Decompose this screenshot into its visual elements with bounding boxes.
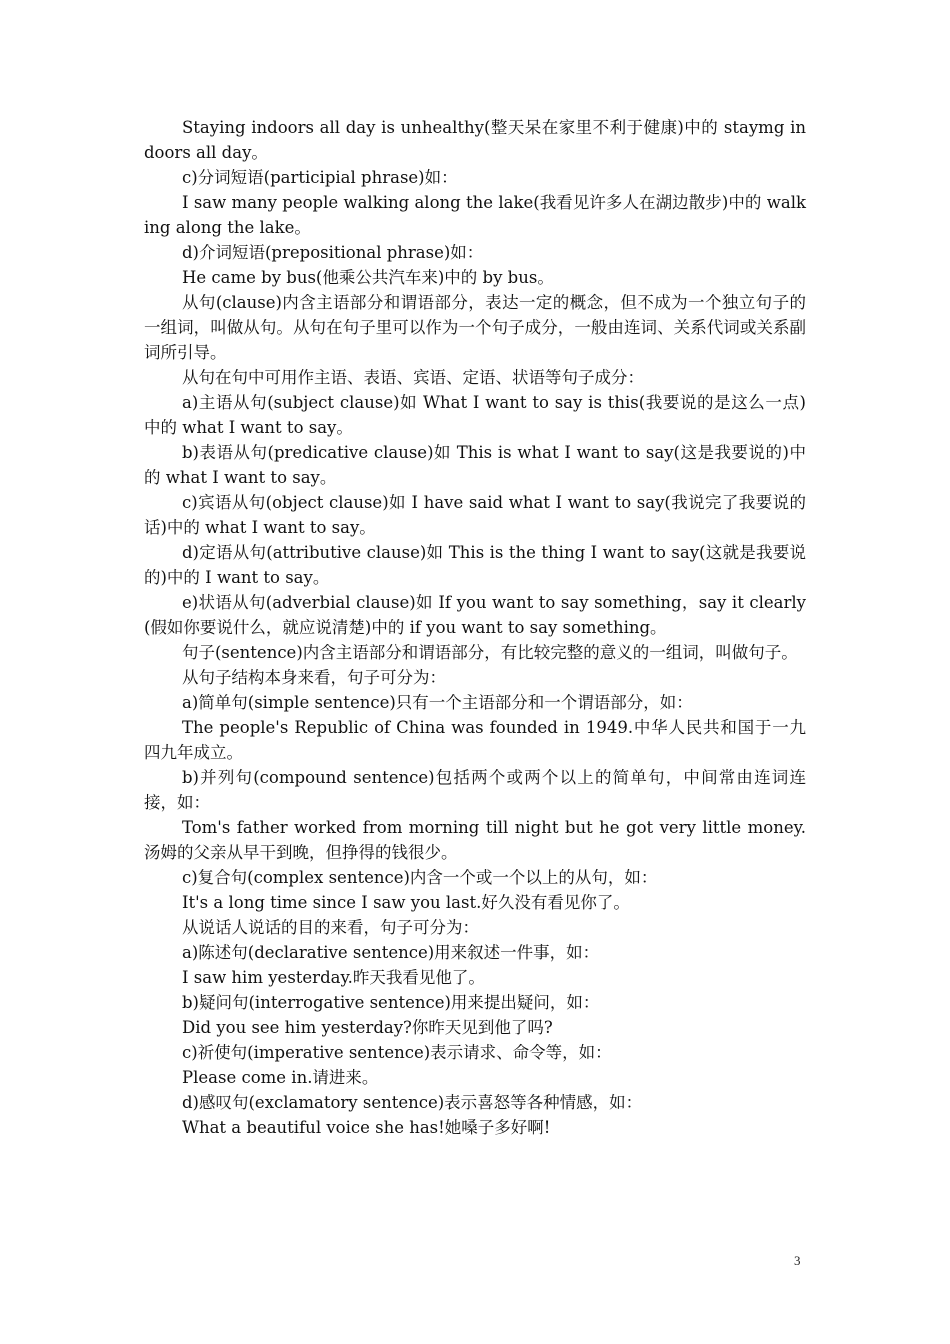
paragraph: It's a long time since I saw you last.好久没有看见你了。 — [182, 893, 630, 912]
paragraph: c)分词短语(participial phrase)如： — [182, 168, 458, 187]
paragraph: e)状语从句(adverbial clause)如 If you want to say something，say it clearly(假如你要说什么，就应说清楚)中的 if you want to say something。 — [144, 593, 806, 637]
paragraph: c)宾语从句(object clause)如 I have said what I want to say(我说完了我要说的话)中的 what I want to say。 — [144, 493, 806, 537]
paragraph: 句子(sentence)内含主语部分和谓语部分，有比较完整的意义的一组词，叫做句子。 — [182, 643, 798, 662]
paragraph: d)定语从句(attributive clause)如 This is the thing I want to say(这就是我要说的)中的 I want to say。 — [144, 543, 806, 587]
paragraph: b)表语从句(predicative clause)如 This is what I want to say(这是我要说的)中的 what I want to say。 — [144, 443, 806, 487]
paragraph: 从句(clause)内含主语部分和谓语部分，表达一定的概念，但不成为一个独立句子的一组词，叫做从句。从句在句子里可以作为一个句子成分，一般由连词、关系代词或关系副词所引导。 — [144, 293, 806, 362]
paragraph: Did you see him yesterday?你昨天见到他了吗? — [182, 1018, 553, 1037]
document-page — [144, 115, 806, 1140]
paragraph: 从句子结构本身来看，句子可分为： — [182, 668, 446, 687]
paragraph: Staying indoors all day is unhealthy(整天呆在家里不利于健康)中的 staymg indoors all day。 — [144, 118, 806, 162]
paragraph: a)陈述句(declarative sentence)用来叙述一件事，如： — [182, 943, 600, 962]
page-number: 3 — [794, 1253, 801, 1268]
paragraph: a)主语从句(subject clause)如 What I want to say is this(我要说的是这么一点)中的 what I want to say。 — [144, 393, 806, 437]
paragraph: He came by bus(他乘公共汽车来)中的 by bus。 — [182, 268, 554, 287]
paragraph: a)简单句(simple sentence)只有一个主语部分和一个谓语部分，如： — [182, 693, 693, 712]
paragraph: c)祈使句(imperative sentence)表示请求、命令等，如： — [182, 1043, 612, 1062]
paragraph: b)并列句(compound sentence)包括两个或两个以上的简单句，中间常由连词连接，如： — [144, 768, 806, 812]
paragraph: b)疑问句(interrogative sentence)用来提出疑问，如： — [182, 993, 600, 1012]
paragraph: I saw many people walking along the lake(我看见许多人在湖边散步)中的 walking along the lake。 — [144, 193, 806, 237]
paragraph: d)介词短语(prepositional phrase)如： — [182, 243, 484, 262]
paragraph: Tom's father worked from morning till night but he got very little money.汤姆的父亲从早干到晚，但挣得的钱很少。 — [144, 818, 806, 862]
paragraph: What a beautiful voice she has!她嗓子多好啊! — [182, 1118, 551, 1137]
paragraph: c)复合句(complex sentence)内含一个或一个以上的从句，如： — [182, 868, 658, 887]
paragraph: 从句在句中可用作主语、表语、宾语、定语、状语等句子成分： — [182, 368, 644, 387]
paragraph: The people's Republic of China was founded in 1949.中华人民共和国于一九四九年成立。 — [144, 718, 806, 762]
paragraph: d)感叹句(exclamatory sentence)表示喜怒等各种情感，如： — [182, 1093, 643, 1112]
paragraph: I saw him yesterday.昨天我看见他了。 — [182, 968, 485, 987]
paragraph: 从说话人说话的目的来看，句子可分为： — [182, 918, 479, 937]
paragraph: Please come in.请进来。 — [182, 1068, 379, 1087]
